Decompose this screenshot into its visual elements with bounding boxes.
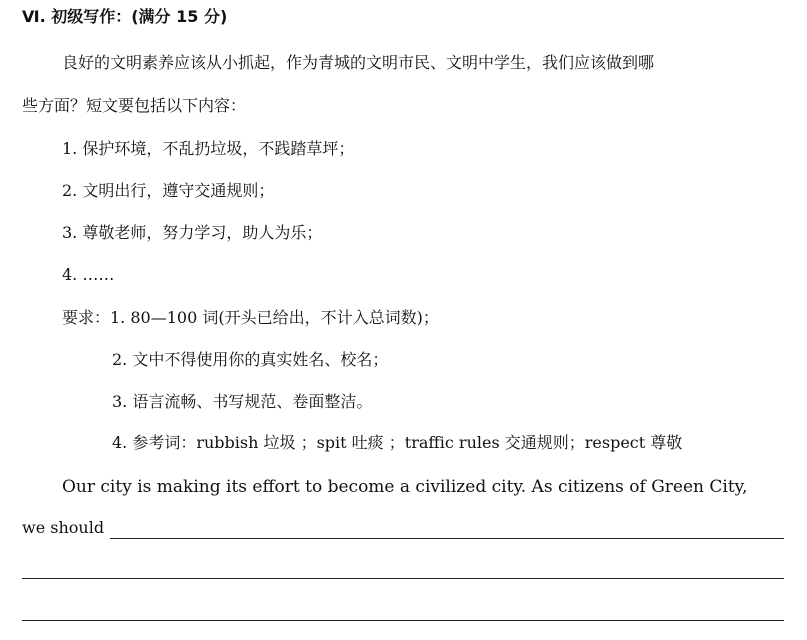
prompt-line-2: 些方面？短文要包括以下内容： xyxy=(22,96,247,115)
requirement-2: 2. 文中不得使用你的真实姓名、校名； xyxy=(112,350,389,369)
section-title: Ⅵ. 初级写作：(满分 15 分) xyxy=(22,7,228,26)
requirement-3: 3. 语言流畅、书写规范、卷面整洁。 xyxy=(112,392,373,411)
content-point-2: 2. 文明出行，遵守交通规则； xyxy=(62,181,275,200)
prompt-line-1: 良好的文明素养应该从小抓起，作为青城的文明市民、文明中学生，我们应该做到哪 xyxy=(62,53,655,72)
requirement-4: 4. 参考词：rubbish 垃圾 ；spit 吐痰 ；traffic rules 交通规则；respect 尊敬 xyxy=(112,433,683,452)
answer-line-1[interactable] xyxy=(110,538,784,539)
content-point-4: 4. …… xyxy=(62,265,115,284)
essay-opening-line-2: we should xyxy=(22,518,105,537)
content-point-3: 3. 尊敬老师，努力学习，助人为乐； xyxy=(62,223,323,242)
content-point-1: 1. 保护环境，不乱扔垃圾，不践踏草坪； xyxy=(62,139,355,158)
answer-line-3[interactable] xyxy=(22,620,784,621)
answer-line-2[interactable] xyxy=(22,578,784,579)
requirement-1: 要求：1. 80—100 词(开头已给出，不计入总词数)； xyxy=(62,308,439,327)
essay-opening-line-1: Our city is making its effort to become a civilized city. As citizens of Green City, xyxy=(62,477,748,497)
